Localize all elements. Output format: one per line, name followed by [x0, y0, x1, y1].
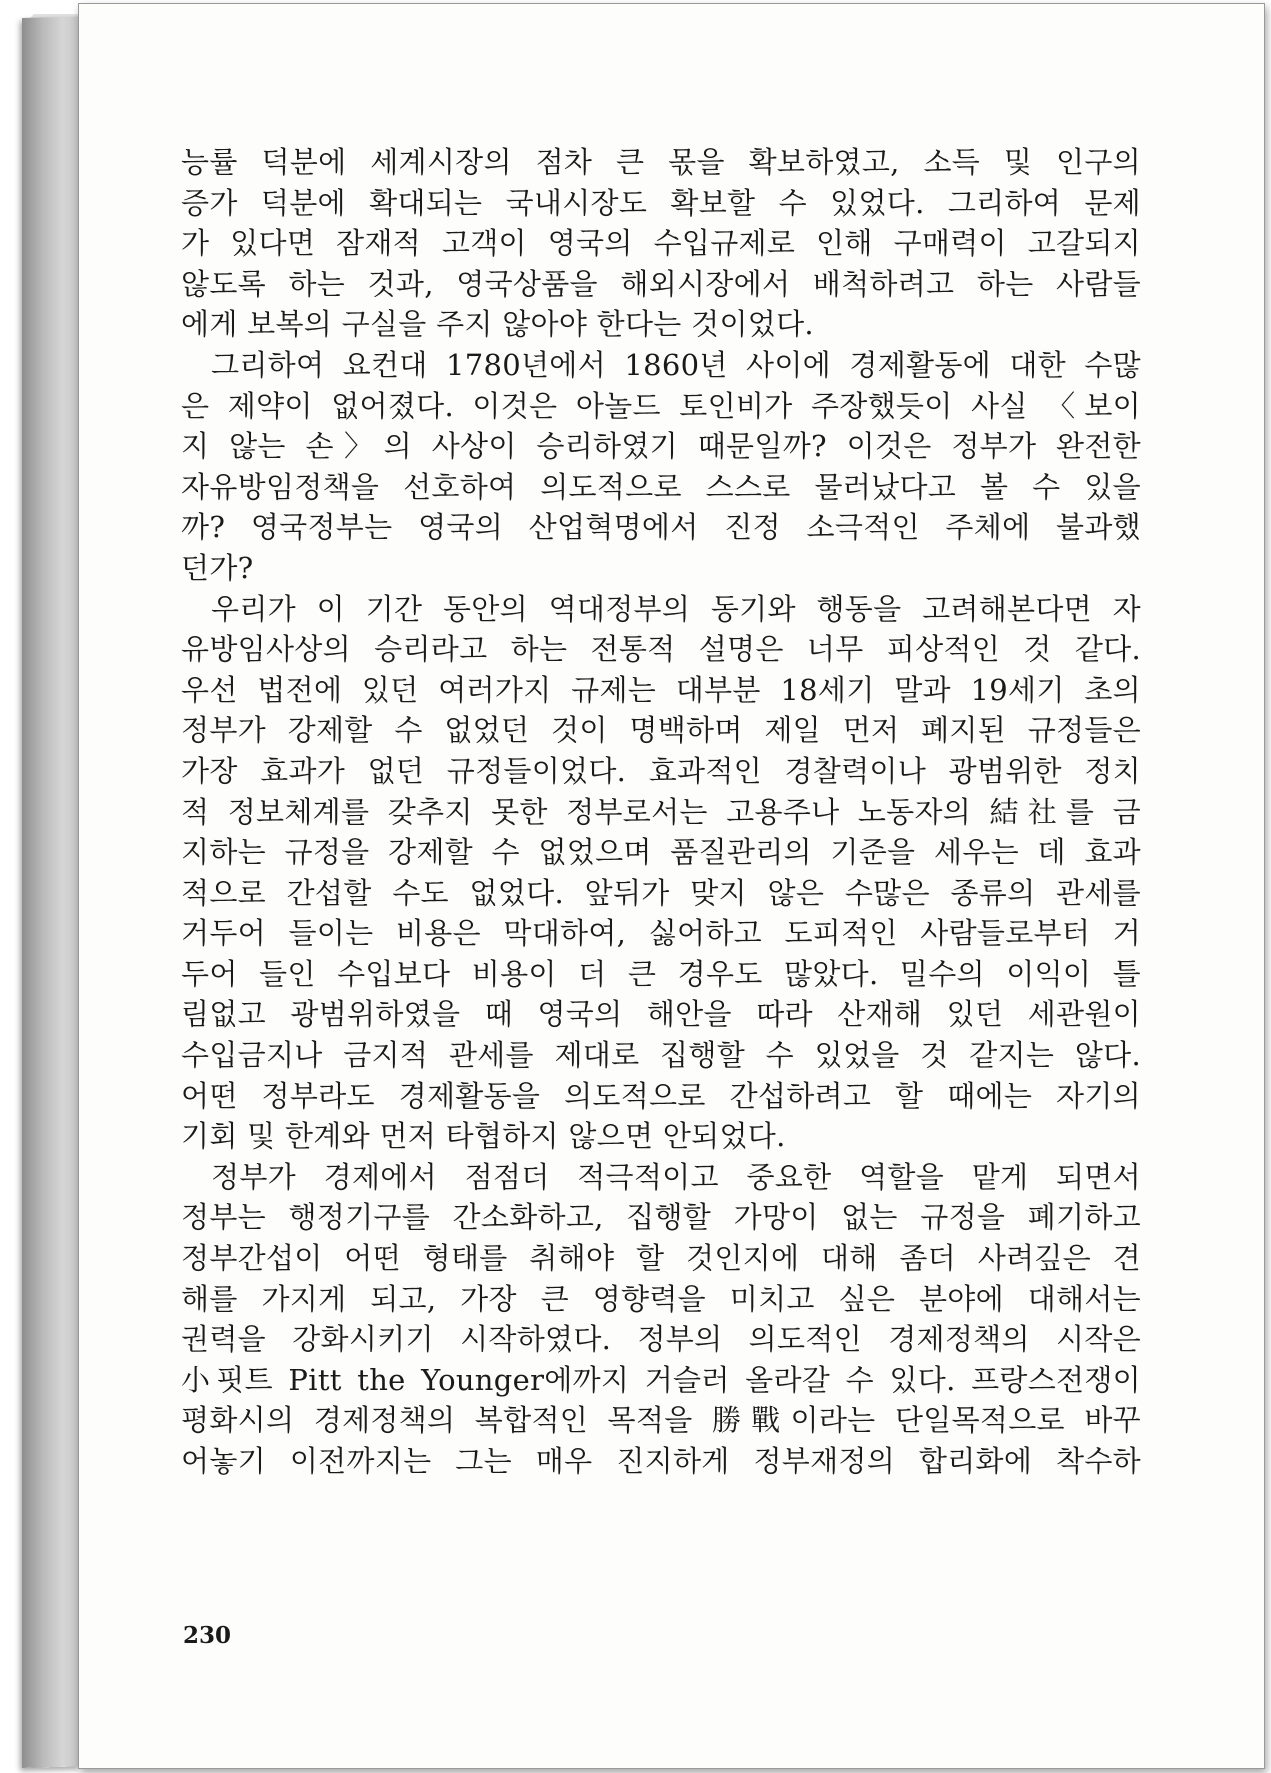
- text-line: 해를 가지게 되고, 가장 큰 영향력을 미치고 싶은 분야에 대해서는: [181, 1281, 1141, 1316]
- text-line: 정부는 행정기구를 간소화하고, 집행할 가망이 없는 규정을 폐기하고: [181, 1200, 1141, 1235]
- text-line: 우선 법전에 있던 여러가지 규제는 대부분 18세기 말과 19세기 초의: [181, 672, 1141, 707]
- text-line: 에게 보복의 구실을 주지 않아야 한다는 것이었다.: [181, 307, 814, 342]
- text-line: 적 정보체계를 갖추지 못한 정부로서는 고용주나 노동자의 結社를 금: [181, 794, 1141, 829]
- page-body-text: [181, 142, 1141, 1482]
- text-line: 어놓기 이전까지는 그는 매우 진지하게 정부재정의 합리화에 착수하: [181, 1444, 1141, 1478]
- text-line: 가 있다면 잠재적 고객이 영국의 수입규제로 인해 구매력이 고갈되지: [181, 226, 1141, 261]
- text-line: 거두어 들이는 비용은 막대하여, 싫어하고 도피적인 사람들로부터 거: [181, 916, 1141, 951]
- text-line: 은 제약이 없어졌다. 이것은 아놀드 토인비가 주장했듯이 사실 〈보이: [181, 388, 1141, 423]
- text-line: 지 않는 손〉의 사상이 승리하였기 때문일까? 이것은 정부가 완전한: [181, 429, 1141, 464]
- text-line: 림없고 광범위하였을 때 영국의 해안을 따라 산재해 있던 세관원이: [181, 997, 1141, 1032]
- book-spine: [22, 16, 80, 1768]
- text-line: 수입금지나 금지적 관세를 제대로 집행할 수 있었을 것 같지는 않다.: [181, 1038, 1141, 1073]
- text-line: 그리하여 요컨대 1780년에서 1860년 사이에 경제활동에 대한 수많: [211, 347, 1141, 382]
- text-line: 정부가 경제에서 점점더 적극적이고 중요한 역할을 맡게 되면서: [211, 1159, 1141, 1194]
- text-line: 까? 영국정부는 영국의 산업혁명에서 진정 소극적인 주체에 불과했: [181, 510, 1141, 545]
- text-line: 않도록 하는 것과, 영국상품을 해외시장에서 배척하려고 하는 사람들: [181, 266, 1141, 301]
- page-number: 230: [183, 1622, 232, 1649]
- text-line: 정부가 강제할 수 없었던 것이 명백하며 제일 먼저 폐지된 규정들은: [181, 713, 1141, 748]
- text-line: 가장 효과가 없던 규정들이었다. 효과적인 경찰력이나 광범위한 정치: [181, 753, 1141, 788]
- text-line: 유방임사상의 승리라고 하는 전통적 설명은 너무 피상적인 것 같다.: [181, 632, 1141, 667]
- text-line: 자유방임정책을 선호하여 의도적으로 스스로 물러났다고 볼 수 있을: [181, 469, 1141, 504]
- text-line: 적으로 간섭할 수도 없었다. 앞뒤가 맞지 않은 수많은 종류의 관세를: [181, 875, 1141, 910]
- text-line: 지하는 규정을 강제할 수 없었으며 품질관리의 기준을 세우는 데 효과: [181, 835, 1141, 870]
- text-line: 기회 및 한계와 먼저 타협하지 않으면 안되었다.: [181, 1119, 786, 1154]
- text-line: 권력을 강화시키기 시작하였다. 정부의 의도적인 경제정책의 시작은: [181, 1322, 1141, 1357]
- text-line: 어떤 정부라도 경제활동을 의도적으로 간섭하려고 할 때에는 자기의: [181, 1078, 1141, 1113]
- text-line: 小핏트 Pitt the Younger에까지 거슬러 올라갈 수 있다. 프랑스전쟁이: [181, 1362, 1141, 1397]
- text-line: 던가?: [181, 550, 254, 585]
- text-line: 증가 덕분에 확대되는 국내시장도 확보할 수 있었다. 그리하여 문제: [181, 185, 1141, 220]
- text-line: 능률 덕분에 세계시장의 점차 큰 몫을 확보하였고, 소득 및 인구의: [181, 145, 1141, 179]
- text-line: 평화시의 경제정책의 복합적인 목적을 勝戰이라는 단일목적으로 바꾸: [181, 1403, 1141, 1438]
- text-line: 두어 들인 수입보다 비용이 더 큰 경우도 많았다. 밀수의 이익이 틀: [181, 956, 1141, 991]
- text-line: 우리가 이 기간 동안의 역대정부의 동기와 행동을 고려해본다면 자: [211, 591, 1141, 626]
- text-line: 정부간섭이 어떤 형태를 취해야 할 것인지에 대해 좀더 사려깊은 견: [181, 1241, 1141, 1276]
